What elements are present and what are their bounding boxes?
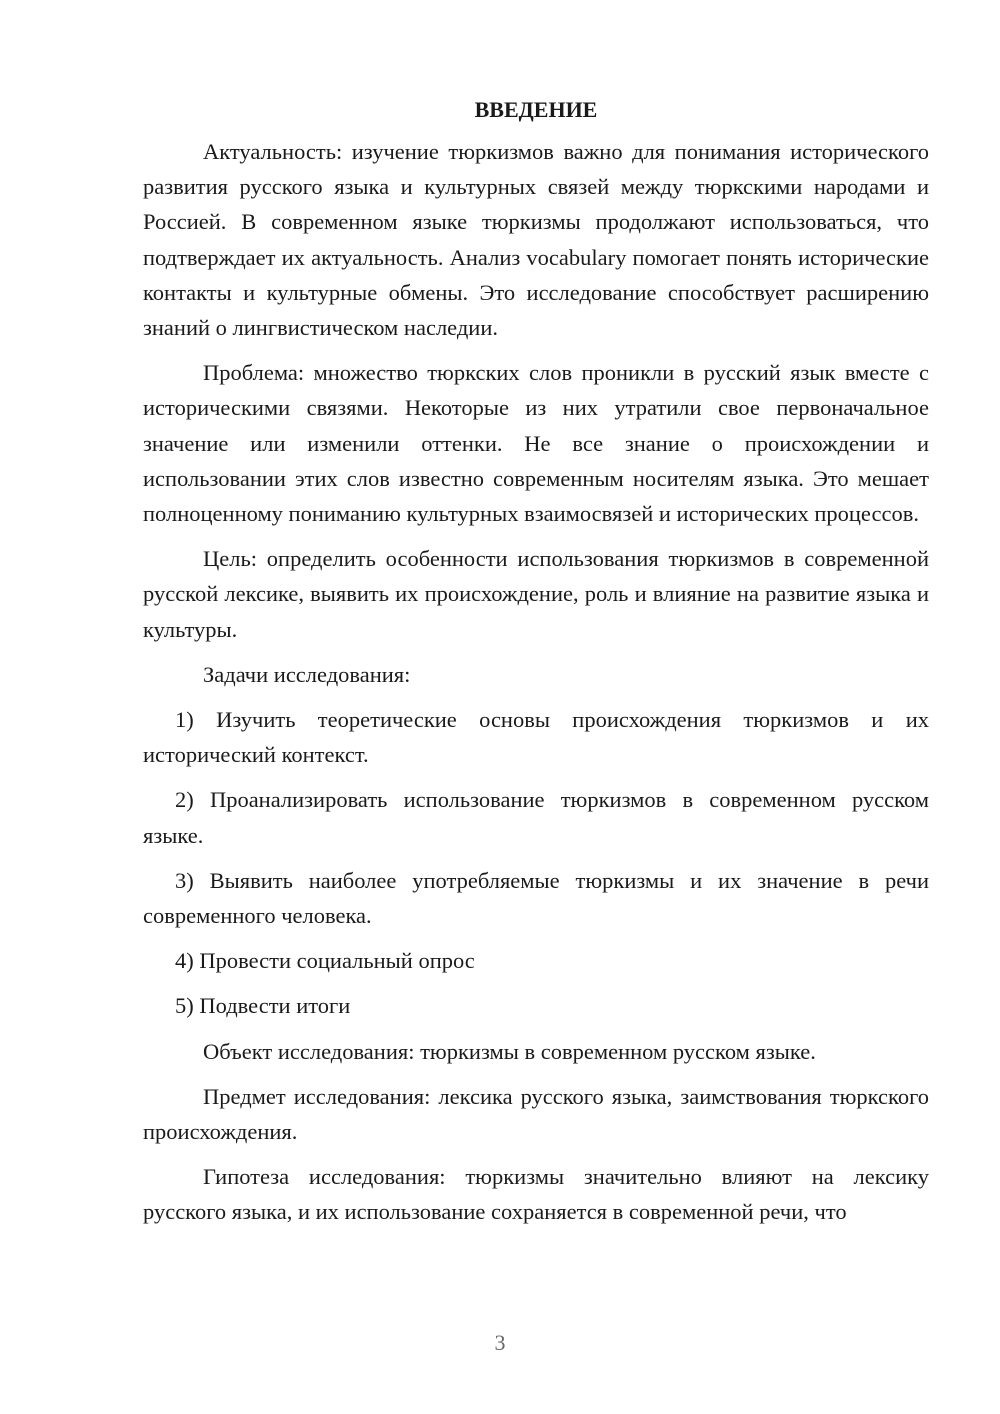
page-content (143, 92, 929, 1240)
task-item-4: 4) Провести социальный опрос (175, 948, 475, 974)
task-item-2: 2) Проанализировать использование тюркизмов в современном русском языке. (143, 787, 929, 848)
task-item-5: 5) Подвести итоги (175, 993, 351, 1019)
section-title: ВВЕДЕНИЕ (474, 97, 598, 122)
paragraph-problem: Проблема: множество тюркских слов проникли в русский язык вместе с историческими связями. Некоторые из них утратили свое первоначальное значение или изменили оттенки. Не все знание о происхождении и использовании этих слов известно современным носителям языка. Это мешает полноценному пониманию культурных взаимосвязей и исторических процессов. (143, 360, 929, 527)
paragraph-tasks-heading: Задачи исследования: (203, 661, 411, 687)
page-number: 3 (494, 1330, 506, 1355)
paragraph-object: Объект исследования: тюркизмы в современном русском языке. (203, 1038, 816, 1064)
paragraph-subject: Предмет исследования: лексика русского языка, заимствования тюркского происхождения. (143, 1083, 929, 1145)
paragraph-goal: Цель: определить особенности использования тюркизмов в современной русской лексике, выявить их происхождение, роль и влияние на развитие языка и культуры. (143, 546, 929, 642)
paragraph-hypothesis: Гипотеза исследования: тюркизмы значительно влияют на лексику русского языка, и их использование сохраняется в современной речи, что (143, 1164, 929, 1225)
paragraph-relevance: Актуальность: изучение тюркизмов важно для понимания исторического развития русского языка и культурных связей между тюркскими народами и Россией. В современном языке тюркизмы продолжают использоваться, что подтверждает их актуальность. Анализ vocabulary помогает понять исторические контакты и культурные обмены. Это исследование способствует расширению знаний о лингвистическом наследии. (143, 139, 929, 341)
task-item-3: 3) Выявить наиболее употребляемые тюркизмы и их значение в речи современного человека. (143, 867, 929, 929)
task-item-1: 1) Изучить теоретические основы происхождения тюркизмов и их исторический контекст. (143, 707, 929, 768)
